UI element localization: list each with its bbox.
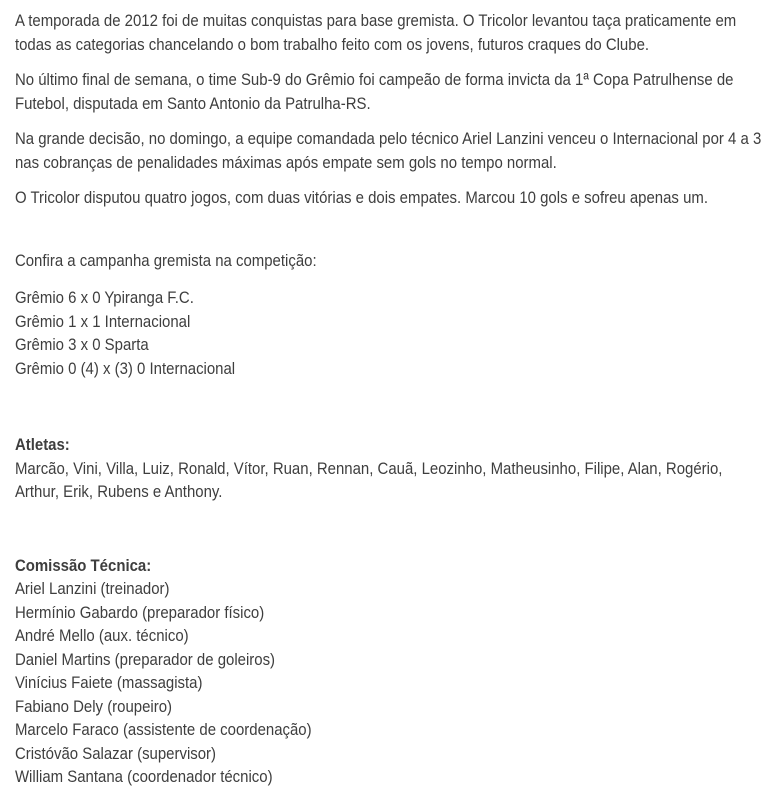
staff-member-line: Marcelo Faraco (assistente de coordenação) (14, 720, 312, 739)
staff-member-line: Hermínio Gabardo (preparador físico) (14, 602, 265, 622)
staff-member-line: Fabiano Dely (roupeiro) (14, 696, 173, 716)
athletes-section (15, 433, 762, 504)
staff-member-line: Vinícius Faiete (massagista) (14, 673, 203, 692)
match-result-line: Grêmio 3 x 0 Sparta (14, 335, 149, 354)
match-results-list (15, 286, 762, 380)
match-result-line: Grêmio 6 x 0 Ypiranga F.C. (14, 288, 194, 307)
athletes-names: Marcão, Vini, Villa, Luiz, Ronald, Vítor, Ruan, Rennan, Cauã, Leozinho, Matheusinho, Filipe, Alan, Rogério, Arthur, Erik, Rubens e Anthony. (14, 458, 723, 501)
staff-member-line: Daniel Martins (preparador de goleiros) (14, 649, 276, 669)
paragraph-final-match: Na grande decisão, no domingo, a equipe comandada pelo técnico Ariel Lanzini venceu o Internacional por 4 a 3 nas cobranças de penalidades máximas após empate sem gols no tempo normal. (14, 129, 762, 172)
paragraph-season-intro: A temporada de 2012 foi de muitas conquistas para base gremista. O Tricolor levantou taça praticamente em todas as categorias chancelando o bom trabalho feito com os jovens, futuros craques do Clube. (14, 11, 737, 54)
match-result-line: Grêmio 0 (4) x (3) 0 Internacional (14, 358, 236, 378)
paragraph-campaign-summary: O Tricolor disputou quatro jogos, com duas vitórias e dois empates. Marcou 10 gols e sofreu apenas um. (14, 188, 708, 207)
staff-member-line: William Santana (coordenador técnico) (14, 767, 273, 786)
technical-staff-section (15, 554, 762, 789)
staff-member-line: André Mello (aux. técnico) (14, 626, 189, 645)
staff-member-line: Cristóvão Salazar (supervisor) (14, 743, 217, 763)
athletes-heading: Atletas: (14, 435, 70, 454)
paragraph-sub9-champion: No último final de semana, o time Sub-9 do Grêmio foi campeão de forma invicta da 1ª Copa Patrulhense de Futebol, disputada em Santo Antonio da Patrulha-RS. (14, 70, 734, 113)
match-result-line: Grêmio 1 x 1 Internacional (14, 311, 191, 331)
campaign-intro: Confira a campanha gremista na competição: (14, 250, 317, 270)
technical-staff-heading: Comissão Técnica: (14, 555, 152, 575)
staff-member-line: Ariel Lanzini (treinador) (14, 579, 170, 598)
